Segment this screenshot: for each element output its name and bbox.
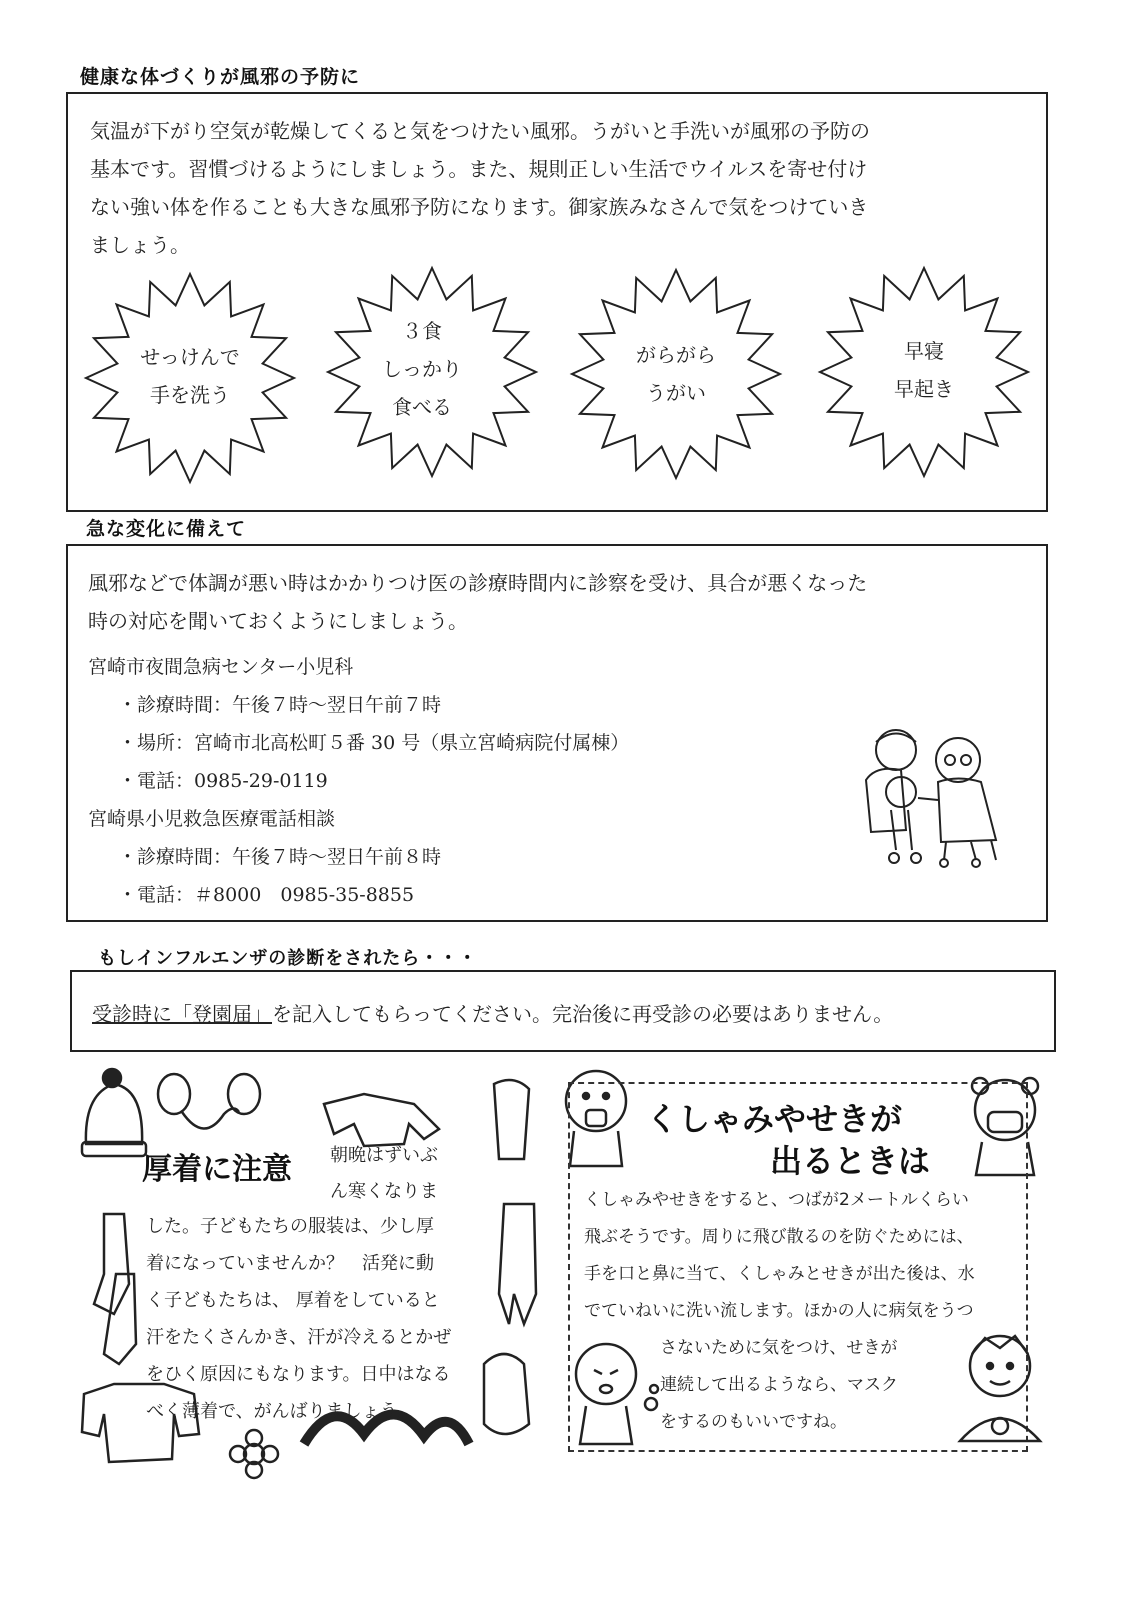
sneeze-paragraph: くしゃみやせきをすると、つばが2メートルくらい 飛ぶそうです。周りに飛び散るのを防ぐためには、 手を口と鼻に当て、くしゃみとせきが出た後は、水 でていねいに洗い流します。ほかの人に病気をうつ — [584, 1190, 975, 1321]
section-heading-prevention: 健康な体づくりが風邪の予防に — [80, 66, 361, 88]
section-heading-sudden-change: 急な変化に備えて — [86, 518, 247, 540]
boy-illustration — [950, 1326, 1050, 1446]
prevention-line: 気温が下がり空気が乾燥してくると気をつけたい風邪。うがいと手洗いが風邪の予防の — [90, 119, 870, 143]
burst-meals: ３食 しっかり 食べる — [382, 319, 462, 419]
influenza-notice — [92, 998, 893, 1027]
burst-sleep: 早寝 早起き — [894, 339, 954, 401]
sneeze-paragraph-indented: さないために気をつけ、せきが 連続して出るようなら、マスク をするのもいいですね。 — [660, 1338, 898, 1432]
doctor-illustration — [846, 720, 1016, 870]
influenza-notice-rest: を記入してもらってください。完治後に再受診の必要はありません。 — [272, 1002, 894, 1026]
center1-hours: ・診療時間：午後７時～翌日午前７時 — [118, 694, 442, 716]
thick-clothing-side-text: 朝晩はずいぶ ん寒くなりま — [330, 1145, 438, 1202]
center1-place: ・場所：宮崎市北高松町５番 30 号（県立宮崎病院付属棟） — [118, 732, 630, 754]
prevention-line: ない強い体を作ることも大きな風邪予防になります。御家族みなさんで気をつけていき — [90, 195, 869, 219]
girl-sneezing-illustration — [566, 1334, 666, 1454]
prevention-paragraph — [90, 112, 1040, 264]
sneeze-title-line2: 出るときは — [770, 1142, 931, 1180]
burst-handwash: せっけんで 手を洗う — [140, 345, 240, 407]
center2-hours: ・診療時間：午後７時～翌日午前８時 — [118, 846, 442, 868]
burst-gargle: がらがら うがい — [636, 343, 716, 405]
center2-name: 宮崎県小児救急医療電話相談 — [88, 808, 336, 830]
sneeze-title-line1: くしゃみやせきが — [640, 1094, 908, 1140]
prevention-line: ましょう。 — [90, 233, 190, 257]
thick-clothing-paragraph: した。子どもたちの服装は、少し厚 着になっていませんか？ 活発に動 く子どもたちは、 厚着をしていると 汗をたくさんかき、汗が冷えるとかぜ をひく原因にもなります。日中はなる べく薄着で、がんばりましょう。 — [146, 1216, 452, 1422]
section-heading-influenza: もしインフルエンザの診断をされたら・・・ — [98, 948, 478, 969]
center1-name: 宮崎市夜間急病センター小児科 — [88, 656, 354, 678]
thick-clothing-title: 厚着に注意 — [142, 1152, 292, 1187]
attendance-form-text: 受診時に「登園届」 — [92, 1002, 272, 1026]
prevention-line: 基本です。習慣づけるようにしましょう。また、規則正しい生活でウイルスを寄せ付け — [90, 157, 868, 181]
center2-phone: ・電話：＃8000 0985-35-8855 — [118, 884, 415, 906]
center1-phone: ・電話：0985-29-0119 — [118, 770, 328, 792]
emergency-intro: 風邪などで体調が悪い時はかかりつけ医の診療時間内に診察を受け、具合が悪くなった 時の対応を聞いておくようにしましょう。 — [88, 571, 868, 633]
